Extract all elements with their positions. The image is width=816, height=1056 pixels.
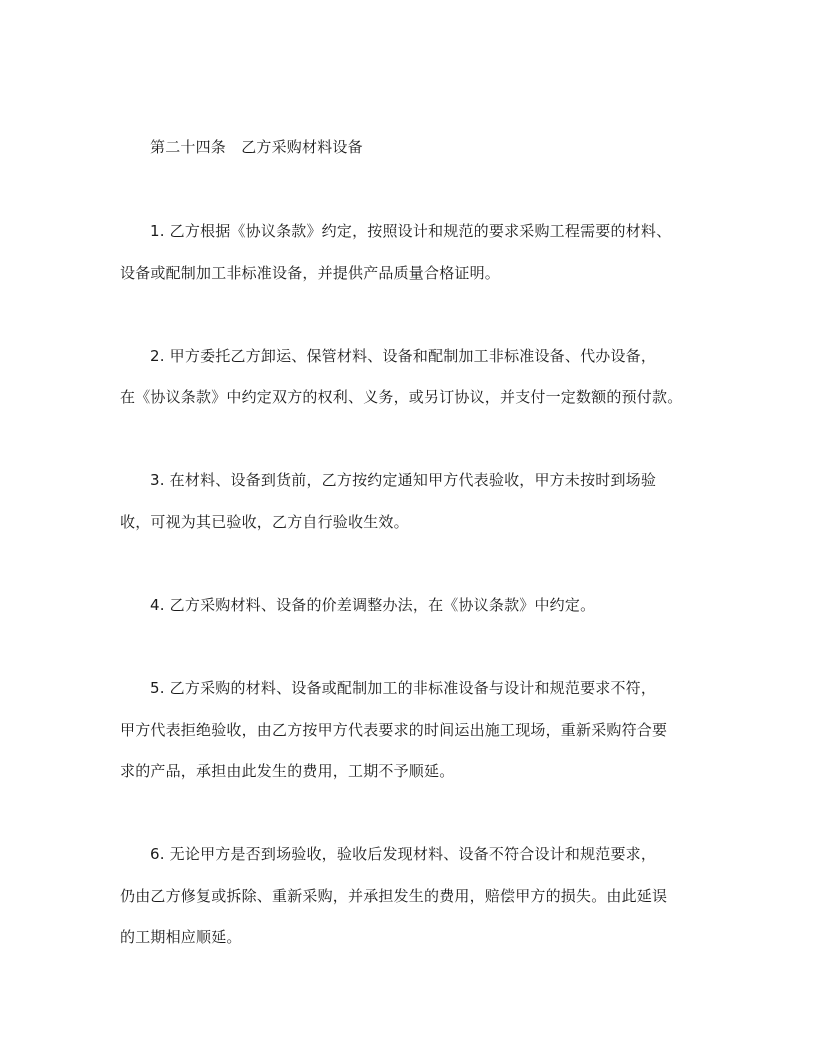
clause-6-line-1: 6. 无论甲方是否到场验收，验收后发现材料、设备不符合设计和规范要求，	[150, 845, 657, 863]
clause-6-line-2: 仍由乙方修复或拆除、重新采购，并承担发生的费用，赔偿甲方的损失。由此延误	[120, 887, 668, 905]
clause-2-line-2: 在《协议条款》中约定双方的权利、义务，或另订协议，并支付一定数额的预付款。	[120, 388, 683, 406]
clause-2-line-1: 2. 甲方委托乙方卸运、保管材料、设备和配制加工非标准设备、代办设备，	[150, 347, 657, 365]
clause-5-line-2: 甲方代表拒绝验收，由乙方按甲方代表要求的时间运出施工现场，重新采购符合要	[120, 721, 668, 739]
clause-3-line-2: 收，可视为其已验收，乙方自行验收生效。	[120, 513, 409, 531]
clause-6-line-3: 的工期相应顺延。	[120, 928, 242, 946]
clause-1-line-2: 设备或配制加工非标准设备，并提供产品质量合格证明。	[120, 264, 501, 282]
clause-5-line-3: 求的产品，承担由此发生的费用，工期不予顺延。	[120, 762, 455, 780]
clause-4-line-1: 4. 乙方采购材料、设备的价差调整办法，在《协议条款》中约定。	[150, 596, 596, 614]
clause-3-line-1: 3. 在材料、设备到货前，乙方按约定通知甲方代表验收，甲方未按时到场验	[150, 471, 657, 489]
clause-1-line-1: 1. 乙方根据《协议条款》约定，按照设计和规范的要求采购工程需要的材料、	[150, 222, 672, 240]
article-heading: 第二十四条 乙方采购材料设备	[150, 138, 363, 156]
clause-5-line-1: 5. 乙方采购的材料、设备或配制加工的非标准设备与设计和规范要求不符，	[150, 679, 657, 697]
